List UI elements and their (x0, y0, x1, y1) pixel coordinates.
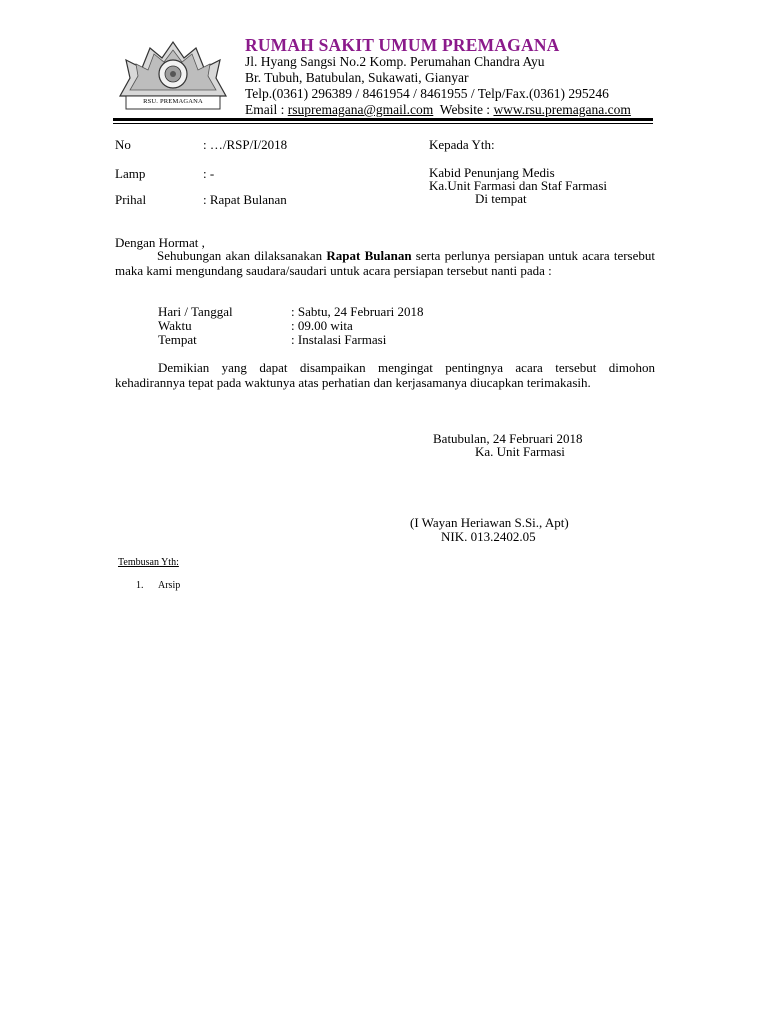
detail-label-place: Tempat (158, 332, 197, 347)
signature-name: (I Wayan Heriawan S.Si., Apt) (410, 515, 569, 530)
prihal-label: Prihal (115, 192, 147, 207)
detail-value-day: : Sabtu, 24 Februari 2018 (291, 304, 424, 319)
paragraph-1-start: Sehubungan akan dilaksanakan (157, 248, 327, 263)
no-label: No (115, 137, 131, 152)
detail-value-time: : 09.00 wita (291, 318, 353, 333)
email-link[interactable]: rsupremagana@gmail.com (287, 102, 434, 117)
website-label: Website : (439, 102, 494, 117)
recipient-line-3: Di tempat (475, 191, 527, 206)
signature-place-date: Batubulan, 24 Februari 2018 (433, 431, 583, 446)
website-link[interactable]: www.rsu.premagana.com (493, 102, 631, 117)
detail-value-place: : Instalasi Farmasi (291, 332, 387, 347)
signature-nik: NIK. 013.2402.05 (441, 529, 536, 544)
prihal-value: : Rapat Bulanan (203, 192, 287, 207)
paragraph-1-end: serta perlunya persiapan untuk acara tersebut maka kami mengundang saudara/saudari untuk acara persiapan tersebut nanti pada : (115, 248, 655, 278)
paragraph-2: Demikian yang dapat disampaikan mengingat pentingnya acara tersebut dimohon kehadirannya tepat pada waktunya atas perhatian dan kerjasamanya diucapkan terimakasih. (115, 360, 655, 390)
lamp-label: Lamp (115, 166, 146, 181)
email-label: Email : (245, 102, 288, 117)
salutation: Dengan Hormat , (115, 235, 205, 250)
header-divider-thin (113, 123, 653, 124)
signature-position: Ka. Unit Farmasi (475, 444, 565, 459)
detail-label-time: Waktu (158, 318, 192, 333)
cc-item-number: 1. (136, 580, 144, 591)
hospital-logo (116, 38, 230, 112)
address-line-1: Jl. Hyang Sangsi No.2 Komp. Perumahan Chandra Ayu (245, 54, 545, 69)
lamp-value: : - (203, 166, 215, 181)
cc-title: Tembusan Yth: (118, 557, 179, 568)
header-divider-thick (113, 118, 653, 121)
recipient-greeting: Kepada Yth: (429, 137, 495, 152)
contact-line (245, 102, 631, 118)
paragraph-1 (115, 248, 655, 278)
phone-line: Telp.(0361) 296389 / 8461954 / 8461955 / Telp/Fax.(0361) 295246 (245, 86, 609, 101)
recipient-line-2: Ka.Unit Farmasi dan Staf Farmasi (429, 178, 607, 193)
paragraph-1-bold: Rapat Bulanan (326, 248, 412, 263)
logo-label: RSU. PREMAGANA (143, 98, 203, 105)
no-value: : …/RSP/I/2018 (203, 137, 288, 152)
recipient-line-1: Kabid Penunjang Medis (429, 165, 555, 180)
cc-item-text: Arsip (158, 580, 181, 591)
hospital-name: RUMAH SAKIT UMUM PREMAGANA (245, 35, 560, 55)
address-line-2: Br. Tubuh, Batubulan, Sukawati, Gianyar (245, 70, 469, 85)
detail-label-day: Hari / Tanggal (158, 304, 233, 319)
